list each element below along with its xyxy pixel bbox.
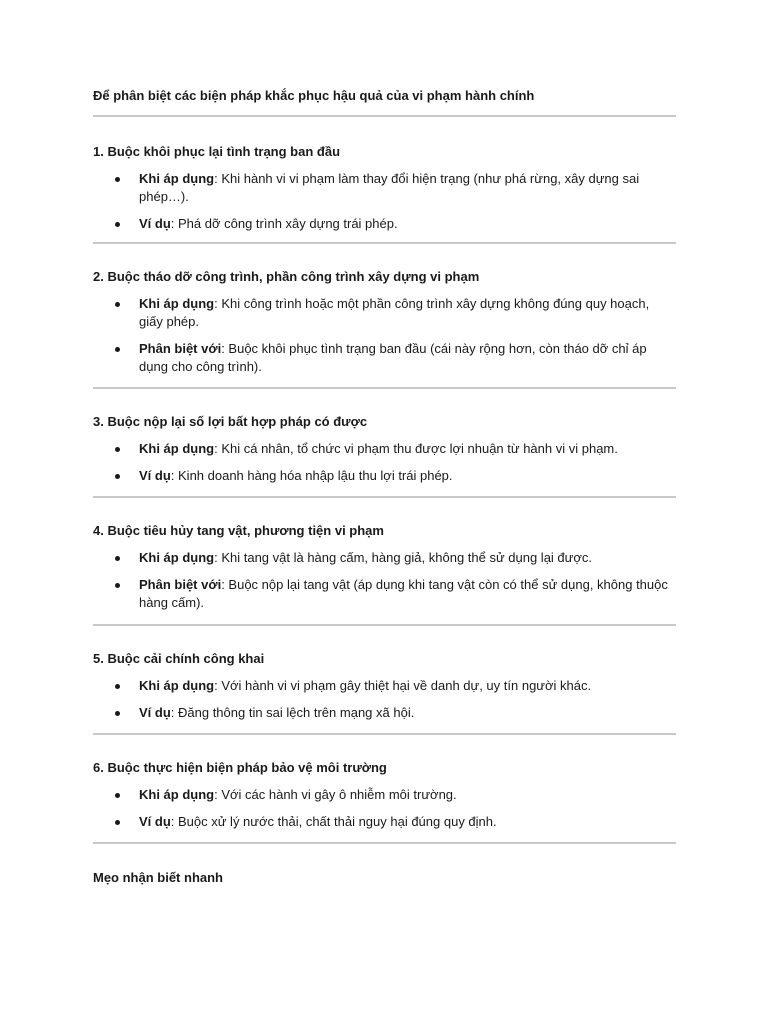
- item-term: Khi áp dụng: [139, 171, 215, 186]
- section-title: 5. Buộc cải chính công khai: [93, 651, 265, 666]
- intro-heading: Để phân biệt các biện pháp khắc phục hậu quả của vi phạm hành chính: [93, 88, 535, 103]
- bullet-icon: [115, 474, 120, 479]
- bullet-icon: [115, 684, 120, 689]
- item-term: Phân biệt với: [139, 341, 222, 356]
- item-text: : Buộc nộp lại tang vật (áp dụng khi tang vật còn có thể sử dụng, không thuộc hàng cấm).: [139, 577, 668, 610]
- list-item: [93, 704, 676, 722]
- bullet-icon: [115, 583, 120, 588]
- item-term: Ví dụ: [139, 705, 171, 720]
- item-term: Khi áp dụng: [139, 296, 215, 311]
- section-title: 6. Buộc thực hiện biện pháp bảo vệ môi trường: [93, 760, 387, 775]
- section-1: [93, 143, 676, 233]
- item-text: : Phá dỡ công trình xây dựng trái phép.: [170, 216, 398, 231]
- divider: [93, 496, 676, 498]
- section-4: [93, 522, 676, 612]
- divider: [93, 624, 676, 626]
- item-term: Ví dụ: [139, 468, 171, 483]
- section-title: 1. Buộc khôi phục lại tình trạng ban đầu: [93, 144, 341, 159]
- item-term: Phân biệt với: [139, 577, 222, 592]
- divider: [93, 115, 676, 117]
- section-2: [93, 268, 676, 376]
- tips-heading: Mẹo nhận biết nhanh: [93, 870, 223, 885]
- item-term: Khi áp dụng: [139, 678, 215, 693]
- list-item: [93, 295, 676, 331]
- bullet-icon: [115, 793, 120, 798]
- divider: [93, 242, 676, 244]
- list-item: [93, 170, 676, 206]
- list-item: [93, 677, 676, 695]
- bullet-icon: [115, 302, 120, 307]
- item-text: : Với hành vi vi phạm gây thiệt hại về danh dự, uy tín người khác.: [214, 678, 592, 693]
- item-text: : Kinh doanh hàng hóa nhập lậu thu lợi trái phép.: [170, 468, 453, 483]
- list-item: [93, 467, 676, 485]
- list-item: [93, 215, 676, 233]
- item-text: : Khi cá nhân, tổ chức vi phạm thu được lợi nhuận từ hành vi vi phạm.: [214, 441, 618, 456]
- list-item: [93, 549, 676, 567]
- list-item: [93, 440, 676, 458]
- list-item: [93, 576, 676, 612]
- item-term: Ví dụ: [139, 216, 171, 231]
- list-item: [93, 786, 676, 804]
- item-text: : Khi hành vi vi phạm làm thay đổi hiện trạng (như phá rừng, xây dựng sai phép…).: [139, 171, 640, 204]
- list-item: [93, 340, 676, 376]
- item-text: : Với các hành vi gây ô nhiễm môi trường.: [214, 787, 457, 802]
- list-item: [93, 813, 676, 831]
- item-text: : Khi công trình hoặc một phần công trình xây dựng không đúng quy hoạch, giấy phép.: [139, 296, 650, 329]
- item-text: : Khi tang vật là hàng cấm, hàng giả, không thể sử dụng lại được.: [214, 550, 592, 565]
- bullet-icon: [115, 556, 120, 561]
- bullet-icon: [115, 222, 120, 227]
- bullet-icon: [115, 711, 120, 716]
- bullet-icon: [115, 347, 120, 352]
- divider: [93, 842, 676, 844]
- bullet-icon: [115, 177, 120, 182]
- item-text: : Buộc khôi phục tình trạng ban đầu (cái này rộng hơn, còn tháo dỡ chỉ áp dụng cho công trình).: [139, 341, 647, 374]
- section-title: 4. Buộc tiêu hủy tang vật, phương tiện vi phạm: [93, 523, 384, 538]
- divider: [93, 387, 676, 389]
- section-title: 2. Buộc tháo dỡ công trình, phần công trình xây dựng vi phạm: [93, 269, 480, 284]
- item-term: Ví dụ: [139, 814, 171, 829]
- item-term: Khi áp dụng: [139, 550, 215, 565]
- item-text: : Buộc xử lý nước thải, chất thải nguy hại đúng quy định.: [170, 814, 497, 829]
- bullet-icon: [115, 820, 120, 825]
- section-3: [93, 413, 676, 485]
- item-term: Khi áp dụng: [139, 787, 215, 802]
- item-term: Khi áp dụng: [139, 441, 215, 456]
- section-5: [93, 650, 676, 722]
- item-text: : Đăng thông tin sai lệch trên mạng xã hội.: [170, 705, 415, 720]
- bullet-icon: [115, 447, 120, 452]
- section-title: 3. Buộc nộp lại số lợi bất hợp pháp có được: [93, 414, 368, 429]
- divider: [93, 733, 676, 735]
- section-6: [93, 759, 676, 831]
